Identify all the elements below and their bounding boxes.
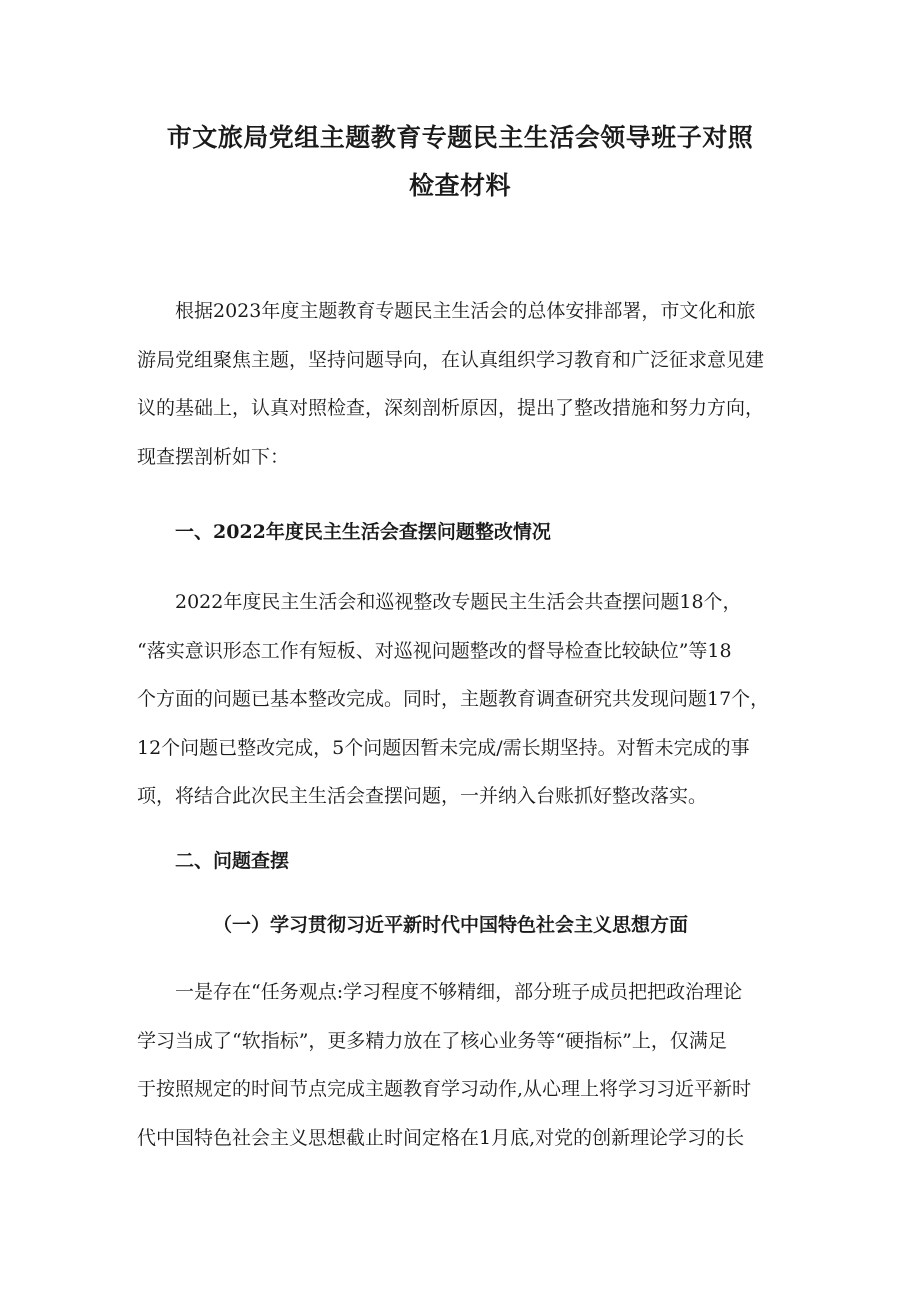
subsection1-line: 于按照规定的时间节点完成主题教育学习动作,从心理上将学习习近平新时	[137, 1078, 752, 1100]
intro-line: 议的基础上，认真对照检查，深刻剖析原因，提出了整改措施和努力方向，	[137, 397, 765, 419]
section1-heading: 一、2022年度民主生活会查摆问题整改情况	[175, 521, 551, 543]
section1-paragraph	[137, 578, 797, 821]
section1-line: 12个问题已整改完成，5个问题因暂未完成/需长期坚持。对暂未完成的事	[137, 736, 750, 759]
subsection1-line: 学习当成了“软指标”，更多精力放在了核心业务等“硬指标”上，仅满足	[137, 1029, 727, 1052]
subsection1-paragraph	[137, 968, 797, 1162]
section1-line: 项，将结合此次民主生活会查摆问题，一并纳入台账抓好整改落实。	[137, 785, 708, 807]
document-title-line1: 市文旅局党组主题教育专题民主生活会领导班子对照	[166, 123, 754, 152]
section1-line: 个方面的问题已基本整改完成。同时，主题教育调查研究共发现问题17个，	[137, 688, 770, 710]
intro-line: 游局党组聚焦主题，坚持问题导向，在认真组织学习教育和广泛征求意见建	[137, 348, 765, 371]
subsection1-line: 一是存在“任务观点:学习程度不够精细，部分班子成员把把政治理论	[175, 981, 743, 1003]
intro-line: 根据2023年度主题教育专题民主生活会的总体安排部署，市文化和旅	[175, 300, 756, 322]
section1-line: 2022年度民主生活会和巡视整改专题民主生活会共查摆问题18个，	[175, 591, 742, 613]
document-title-line2: 检查材料	[408, 171, 511, 200]
subsection1-heading: （一）学习贯彻习近平新时代中国特色社会主义思想方面	[213, 914, 689, 936]
intro-paragraph	[137, 287, 797, 481]
section1-line: “落实意识形态工作有短板、对巡视问题整改的督导检查比较缺位”等18	[137, 639, 732, 662]
section2-heading: 二、问题查摆	[175, 850, 290, 872]
intro-line: 现查摆剖析如下：	[137, 445, 290, 468]
subsection1-line: 代中国特色社会主义思想截止时间定格在1月底,对党的创新理论学习的长	[137, 1126, 745, 1149]
